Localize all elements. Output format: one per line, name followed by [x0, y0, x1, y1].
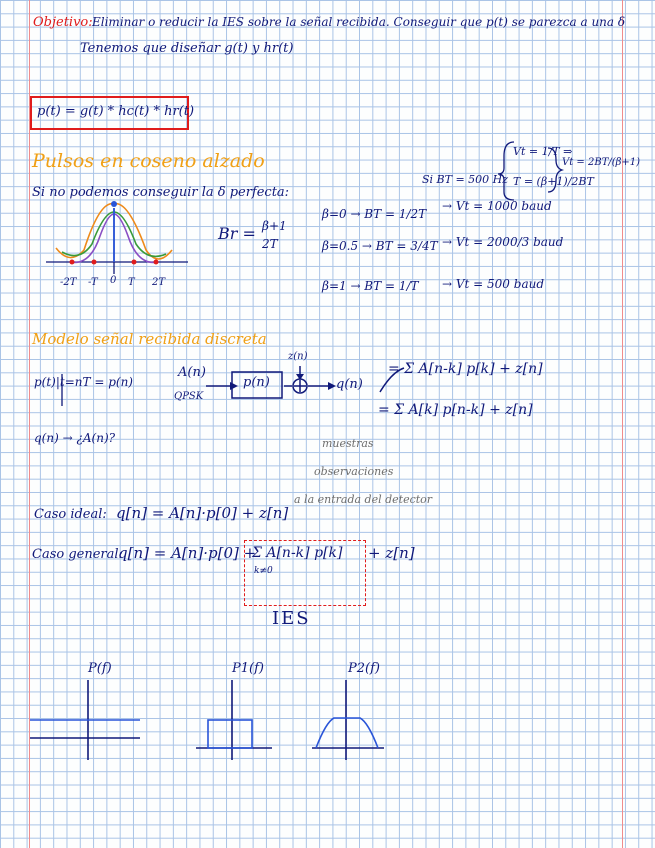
br-denominator: 2T — [262, 237, 278, 251]
modelo-title: Modelo señal recibida discreta — [32, 330, 267, 348]
block-diagram — [206, 366, 404, 398]
equation-2: = Σ A[k] p[n-k] + z[n] — [378, 402, 533, 418]
spectra-sketches — [30, 680, 384, 760]
case-result-0: → Vt = 1000 baud — [442, 199, 552, 213]
noise-label: z(n) — [288, 351, 308, 362]
br-numerator: β+1 — [262, 219, 287, 233]
objetivo-text: Eliminar o reducir la IES sobre la señal recibida. Conseguir que p(t) se parezca a una δ — [92, 15, 626, 29]
note-muestras: muestras — [322, 437, 374, 450]
ideal-label: Caso ideal: — [34, 507, 107, 522]
case-result-1: → Vt = 2000/3 baud — [442, 235, 564, 249]
objetivo-line2: Tenemos que diseñar g(t) y hr(t) — [80, 41, 294, 56]
tick-minus-2t: -2T — [60, 277, 77, 288]
block-label: p(n) — [243, 375, 270, 390]
br-formula: Br = — [218, 224, 256, 243]
arrow-out — [328, 382, 336, 390]
note-detector: a la entrada del detector — [294, 493, 433, 506]
q-question: q(n) → ¿A(n)? — [34, 431, 116, 445]
boxed-formula: p(t) = g(t) * hc(t) * hr(t) — [37, 104, 195, 119]
vt-result: Vt = 2BT/(β+1) — [562, 157, 641, 168]
pulsos-subtitle: Si no podemos conseguir la δ perfecta: — [32, 185, 290, 200]
general-eq-part2: + z[n] — [368, 544, 415, 562]
output-label: q(n) — [336, 377, 363, 392]
case-beta-2: β=1 → BT = 1/T — [322, 279, 419, 293]
general-label: Caso general: — [32, 547, 123, 562]
ies-label: IES — [272, 608, 311, 629]
case-beta-0: β=0 → BT = 1/2T — [322, 207, 427, 221]
equation-1: = Σ A[n-k] p[k] + z[n] — [388, 361, 543, 377]
spectrum-label-p: P(f) — [88, 661, 112, 676]
arrow-into-block — [230, 382, 238, 390]
objetivo-label: Objetivo: — [33, 15, 93, 30]
ideal-equation: q[n] = A[n]·p[0] + z[n] — [116, 504, 289, 522]
brace-right — [548, 148, 562, 192]
general-sum-index: k≠0 — [254, 566, 273, 576]
si-br: Si BT = 500 Hz — [422, 173, 509, 186]
brace-line1: Vt = 1/T ⇒ — [513, 145, 573, 158]
pulse-sketch — [46, 201, 188, 274]
brace-left — [498, 142, 514, 200]
pulsos-title: Pulsos en coseno alzado — [32, 150, 265, 172]
p-sample: p(t)|t=nT = p(n) — [34, 375, 133, 389]
general-eq-part1: q[n] = A[n]·p[0] + — [118, 544, 257, 562]
tick-t: T — [128, 277, 135, 288]
tick-minus-t: -T — [88, 277, 98, 288]
case-beta-1: β=0.5 → BT = 3/4T — [322, 239, 438, 253]
spectrum-label-p2: P2(f) — [348, 661, 380, 676]
spectrum-label-p1: P1(f) — [232, 661, 264, 676]
brace-line2: T = (β+1)/2BT — [513, 175, 594, 188]
tick-2t: 2T — [152, 277, 166, 288]
general-sum: Σ A[n-k] p[k] — [252, 545, 343, 561]
input-label: A(n) — [178, 365, 206, 380]
note-observaciones: observaciones — [314, 465, 394, 478]
case-result-2: → Vt = 500 baud — [442, 277, 545, 291]
modulation-label: QPSK — [174, 391, 204, 402]
tick-zero: 0 — [110, 275, 117, 286]
